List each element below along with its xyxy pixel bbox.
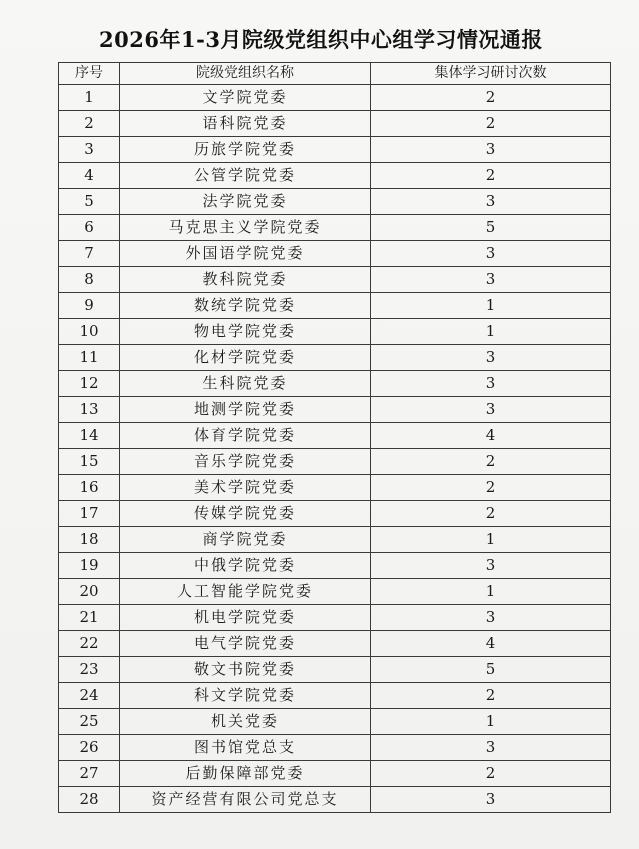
- row-count-cell: 4: [371, 423, 611, 449]
- row-count-cell: 1: [371, 293, 611, 319]
- table-row: [59, 735, 611, 761]
- row-org-name-cell: 音乐学院党委: [120, 449, 371, 475]
- row-count-cell: 3: [371, 137, 611, 163]
- row-count-cell: 3: [371, 371, 611, 397]
- column-header-org-name: 院级党组织名称: [120, 63, 371, 85]
- row-count-cell: 3: [371, 267, 611, 293]
- row-count-cell: 3: [371, 553, 611, 579]
- column-header-study-count: 集体学习研讨次数: [371, 63, 611, 85]
- document-title: 2026年1-3月院级党组织中心组学习情况通报: [99, 27, 543, 52]
- row-serial-cell: 3: [59, 137, 120, 163]
- table-row: [59, 553, 611, 579]
- row-serial-cell: 28: [59, 787, 120, 813]
- table-body: [59, 85, 611, 813]
- row-serial-cell: 21: [59, 605, 120, 631]
- row-serial-cell: 17: [59, 501, 120, 527]
- row-org-name-cell: 电气学院党委: [120, 631, 371, 657]
- table-row: [59, 137, 611, 163]
- row-org-name-cell: 马克思主义学院党委: [120, 215, 371, 241]
- row-org-name-cell: 文学院党委: [120, 85, 371, 111]
- row-count-cell: 3: [371, 787, 611, 813]
- table-row: [59, 371, 611, 397]
- row-serial-cell: 6: [59, 215, 120, 241]
- table-row: [59, 111, 611, 137]
- row-org-name-cell: 中俄学院党委: [120, 553, 371, 579]
- row-serial-cell: 4: [59, 163, 120, 189]
- row-serial-cell: 18: [59, 527, 120, 553]
- table-row: [59, 683, 611, 709]
- table-row: [59, 345, 611, 371]
- table-row: [59, 475, 611, 501]
- table-row: [59, 631, 611, 657]
- table-row: [59, 449, 611, 475]
- row-serial-cell: 1: [59, 85, 120, 111]
- row-org-name-cell: 机关党委: [120, 709, 371, 735]
- row-count-cell: 5: [371, 215, 611, 241]
- row-count-cell: 5: [371, 657, 611, 683]
- table-row: [59, 501, 611, 527]
- row-serial-cell: 2: [59, 111, 120, 137]
- row-org-name-cell: 机电学院党委: [120, 605, 371, 631]
- row-serial-cell: 26: [59, 735, 120, 761]
- table-row: [59, 761, 611, 787]
- row-count-cell: 3: [371, 735, 611, 761]
- row-org-name-cell: 历旅学院党委: [120, 137, 371, 163]
- row-org-name-cell: 科文学院党委: [120, 683, 371, 709]
- column-header-serial: 序号: [59, 63, 120, 85]
- row-count-cell: 2: [371, 683, 611, 709]
- row-count-cell: 2: [371, 449, 611, 475]
- row-count-cell: 2: [371, 85, 611, 111]
- table-row: [59, 709, 611, 735]
- table-row: [59, 85, 611, 111]
- row-serial-cell: 23: [59, 657, 120, 683]
- row-serial-cell: 27: [59, 761, 120, 787]
- table-row: [59, 657, 611, 683]
- row-serial-cell: 16: [59, 475, 120, 501]
- row-org-name-cell: 美术学院党委: [120, 475, 371, 501]
- row-count-cell: 2: [371, 163, 611, 189]
- row-org-name-cell: 传媒学院党委: [120, 501, 371, 527]
- row-serial-cell: 9: [59, 293, 120, 319]
- row-org-name-cell: 资产经营有限公司党总支: [120, 787, 371, 813]
- row-serial-cell: 7: [59, 241, 120, 267]
- row-org-name-cell: 商学院党委: [120, 527, 371, 553]
- table-row: [59, 319, 611, 345]
- row-serial-cell: 13: [59, 397, 120, 423]
- row-count-cell: 2: [371, 761, 611, 787]
- study-report-table: [58, 62, 611, 813]
- row-serial-cell: 19: [59, 553, 120, 579]
- row-org-name-cell: 生科院党委: [120, 371, 371, 397]
- row-serial-cell: 8: [59, 267, 120, 293]
- row-serial-cell: 12: [59, 371, 120, 397]
- table-row: [59, 189, 611, 215]
- table-row: [59, 293, 611, 319]
- row-org-name-cell: 人工智能学院党委: [120, 579, 371, 605]
- row-org-name-cell: 后勤保障部党委: [120, 761, 371, 787]
- row-count-cell: 3: [371, 605, 611, 631]
- table-row: [59, 579, 611, 605]
- row-serial-cell: 15: [59, 449, 120, 475]
- header-row: [59, 63, 611, 85]
- row-count-cell: 4: [371, 631, 611, 657]
- row-org-name-cell: 教科院党委: [120, 267, 371, 293]
- row-org-name-cell: 物电学院党委: [120, 319, 371, 345]
- row-serial-cell: 24: [59, 683, 120, 709]
- row-org-name-cell: 公管学院党委: [120, 163, 371, 189]
- row-count-cell: 1: [371, 527, 611, 553]
- row-org-name-cell: 体育学院党委: [120, 423, 371, 449]
- row-org-name-cell: 数统学院党委: [120, 293, 371, 319]
- table-row: [59, 397, 611, 423]
- row-serial-cell: 25: [59, 709, 120, 735]
- row-serial-cell: 22: [59, 631, 120, 657]
- row-org-name-cell: 化材学院党委: [120, 345, 371, 371]
- row-org-name-cell: 语科院党委: [120, 111, 371, 137]
- table-row: [59, 163, 611, 189]
- row-serial-cell: 20: [59, 579, 120, 605]
- table-row: [59, 605, 611, 631]
- row-serial-cell: 5: [59, 189, 120, 215]
- table-header: [59, 63, 611, 85]
- row-org-name-cell: 法学院党委: [120, 189, 371, 215]
- row-count-cell: 2: [371, 501, 611, 527]
- row-org-name-cell: 外国语学院党委: [120, 241, 371, 267]
- table-row: [59, 241, 611, 267]
- row-count-cell: 1: [371, 579, 611, 605]
- table-row: [59, 787, 611, 813]
- row-org-name-cell: 敬文书院党委: [120, 657, 371, 683]
- row-serial-cell: 10: [59, 319, 120, 345]
- row-count-cell: 1: [371, 709, 611, 735]
- table-row: [59, 527, 611, 553]
- row-serial-cell: 14: [59, 423, 120, 449]
- row-count-cell: 3: [371, 241, 611, 267]
- row-count-cell: 3: [371, 397, 611, 423]
- row-org-name-cell: 地测学院党委: [120, 397, 371, 423]
- row-count-cell: 2: [371, 475, 611, 501]
- row-count-cell: 3: [371, 345, 611, 371]
- row-count-cell: 1: [371, 319, 611, 345]
- table-row: [59, 267, 611, 293]
- table-row: [59, 423, 611, 449]
- row-count-cell: 3: [371, 189, 611, 215]
- row-count-cell: 2: [371, 111, 611, 137]
- table-row: [59, 215, 611, 241]
- row-org-name-cell: 图书馆党总支: [120, 735, 371, 761]
- row-serial-cell: 11: [59, 345, 120, 371]
